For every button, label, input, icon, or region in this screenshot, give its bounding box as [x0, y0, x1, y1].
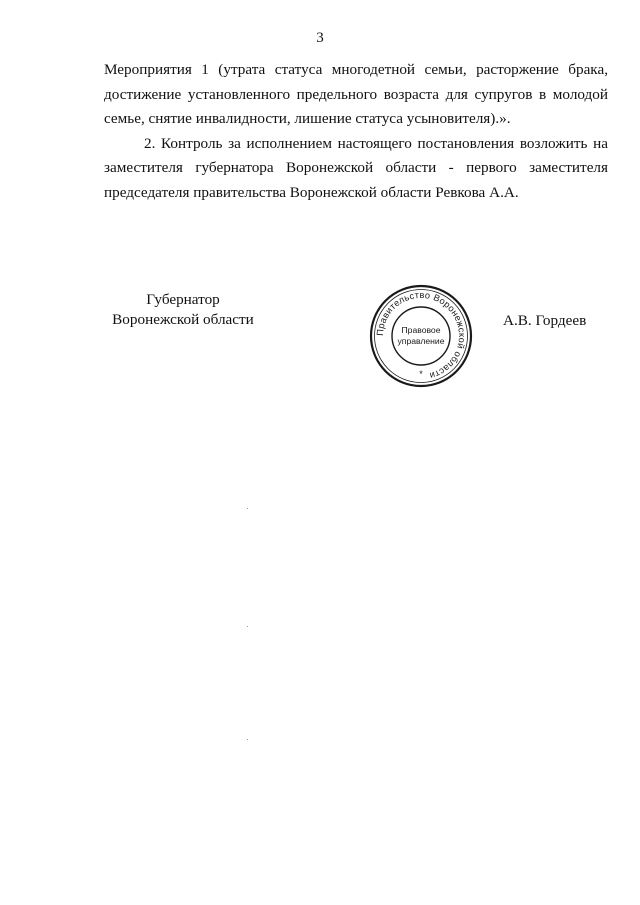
paragraph-control-clause: 2. Контроль за исполнением настоящего постановления возложить на заместителя губернатора Воронежской области - первого заместителя председателя правительства Воронежской области Ревкова А.А. [104, 134, 608, 201]
paragraph-continuation: Мероприятия 1 (утрата статуса многодетной семьи, расторжение брака, достижение установленного предельного возраста для супругов в молодой семье, снятие инвалидности, лишение статуса усыновителя).». [104, 61, 608, 127]
signatory-position [103, 290, 263, 330]
page-number: 3 [316, 30, 324, 46]
scan-speck [247, 739, 248, 740]
scan-speck [247, 626, 248, 627]
document-body [104, 58, 608, 205]
scan-speck [247, 508, 248, 509]
seal-center-line-1: Правовое [401, 325, 441, 335]
signatory-position-line-2: Воронежской области [112, 311, 254, 328]
signatory-position-line-1: Губернатор [146, 291, 220, 308]
official-seal [368, 283, 474, 389]
seal-center-line-2: управление [397, 336, 445, 346]
seal-ring-text: Правительство Воронежской области [374, 289, 468, 381]
seal-star-icon: * [419, 369, 423, 379]
signatory-name: А.В. Гордеев [503, 312, 587, 329]
seal-graphic [368, 283, 474, 389]
